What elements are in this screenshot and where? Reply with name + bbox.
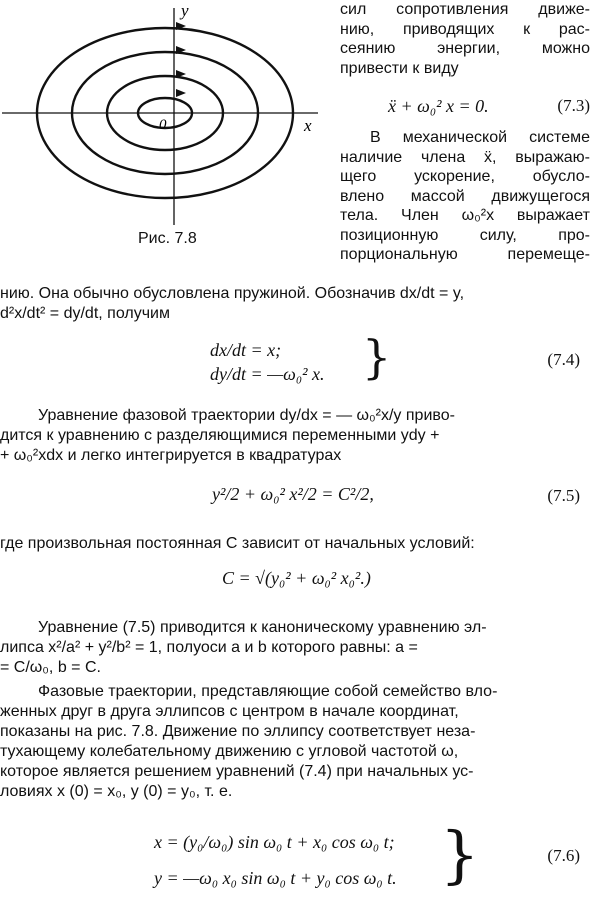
brace-icon: } — [362, 330, 392, 384]
text-line: = C/ω₀, b = C. — [0, 659, 101, 676]
text-line: d²x/dt² = dy/dt, получим — [0, 305, 170, 322]
equation-formula: ẍ + ω₀² x = 0. — [388, 96, 489, 116]
paragraph-5 — [0, 682, 590, 802]
text-line: позиционную силу, про- — [340, 226, 590, 244]
text-line: женных друг в друга эллипсов с центром в начале координат, — [0, 703, 459, 720]
text-line: Фазовые траектории, представляющие собой семейство вло- — [38, 683, 498, 700]
text-line: В механической системе — [370, 129, 590, 146]
equation-number: (7.4) — [547, 350, 580, 369]
equation-number: (7.3) — [557, 96, 590, 115]
right-column-text — [340, 0, 590, 78]
equation-line: dy/dt = —ω₀² x. — [210, 364, 325, 384]
equation-formula: C = √(y₀² + ω₀² x₀².) — [222, 568, 371, 588]
equation-7-5 — [212, 484, 374, 505]
text-line: дится к уравнению с разделяющимися переменными ydy + — [0, 427, 440, 444]
text-line: привести к виду — [340, 59, 459, 77]
paragraph-1 — [0, 284, 590, 324]
text-line: порциональную перемеще- — [340, 246, 590, 263]
equation-number: (7.6) — [547, 846, 580, 865]
equation-number: (7.5) — [547, 486, 580, 505]
text-line: + ω₀²xdx и легко интегрируется в квадратурах — [0, 447, 342, 464]
equation-line: x = (y₀/ω₀) sin ω₀ t + x₀ cos ω₀ t; — [154, 832, 395, 852]
text-line: ловиях x (0) = x₀, y (0) = y₀, т. е. — [0, 783, 233, 800]
text-line: показаны на рис. 7.8. Движение по эллипсу соответствует неза- — [0, 723, 476, 740]
text-line: наличие члена ẍ, выражаю- — [340, 148, 590, 166]
equation-formula: y²/2 + ω₀² x²/2 = C²/2, — [212, 484, 374, 504]
equation-line: y = —ω₀ x₀ sin ω₀ t + y₀ cos ω₀ t. — [154, 868, 397, 888]
equation-line: dx/dt = x; — [210, 340, 282, 360]
paragraph-3 — [0, 534, 590, 554]
equation-7-6 — [154, 824, 397, 896]
brace-icon: } — [440, 818, 480, 891]
text-line: которое является решением уравнений (7.4) при начальных ус- — [0, 763, 474, 780]
arrow-icon — [176, 89, 186, 97]
equation-7-4 — [210, 338, 325, 386]
text-line: липса x²/a² + y²/b² = 1, полуоси a и b которого равны: a = — [0, 639, 418, 656]
paragraph-4 — [0, 618, 590, 678]
text-line: нию, приводящих к рас- — [340, 20, 590, 38]
text-line: тухающему колебательному движению с угловой частотой ω, — [0, 743, 459, 760]
text-line: Уравнение фазовой траектории dy/dx = — ω₀²x/y приво- — [38, 407, 455, 424]
axis-x-label: x — [304, 116, 312, 135]
text-line: Уравнение (7.5) приводится к каноническому уравнению эл- — [38, 619, 487, 636]
origin-label: 0 — [159, 117, 167, 133]
text-line: сеянию энергии, можно — [340, 40, 590, 57]
text-line: сил сопротивления движе- — [340, 1, 590, 18]
figure-caption: Рис. 7.8 — [138, 230, 197, 247]
text-line: тела. Член ω₀²x выражает — [340, 207, 590, 224]
equation-c — [222, 568, 371, 589]
right-column-text-2 — [340, 128, 590, 265]
text-line: нию. Она обычно обусловлена пружиной. Обозначив dx/dt = y, — [0, 285, 465, 302]
text-line: влено массой движущегося — [340, 187, 590, 205]
text-line: где произвольная постоянная C зависит от начальных условий: — [0, 535, 475, 552]
axis-y-label: y — [181, 1, 189, 20]
paragraph-2 — [0, 406, 590, 466]
equation-7-3 — [388, 96, 489, 117]
phase-portrait-figure — [0, 0, 330, 230]
text-line: щего ускорение, обусло- — [340, 168, 590, 185]
